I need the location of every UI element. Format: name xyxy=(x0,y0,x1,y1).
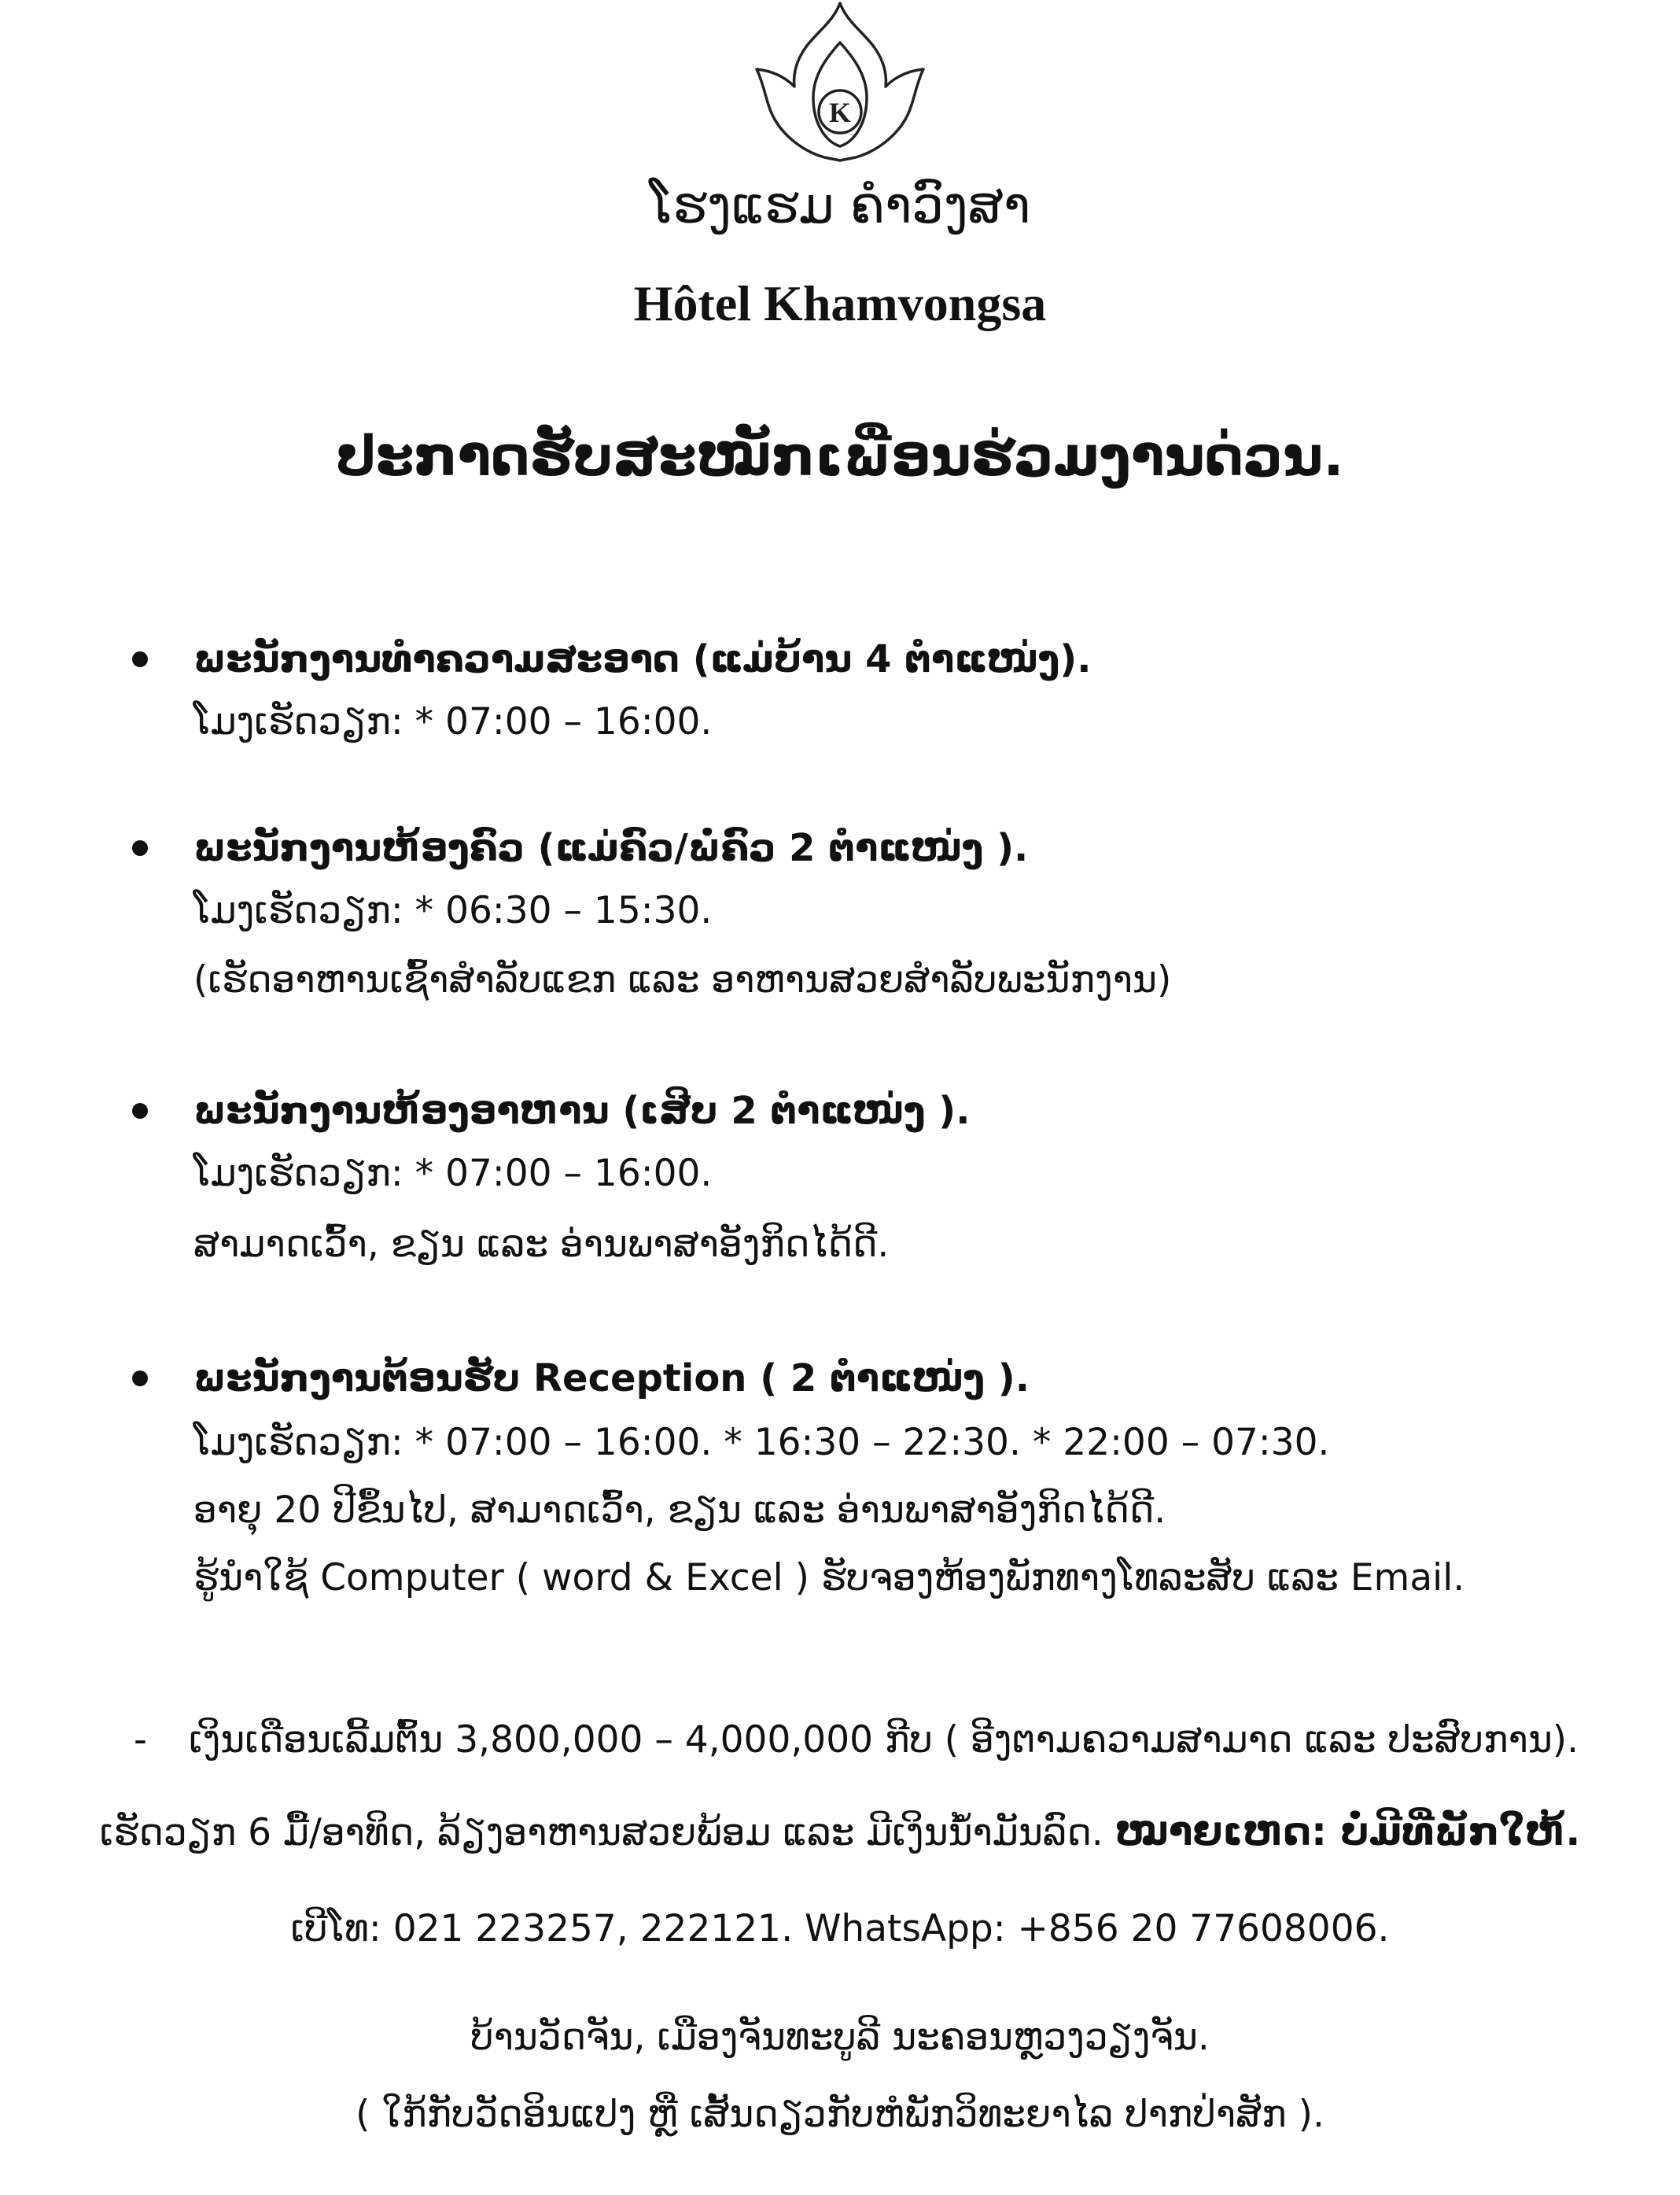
position-detail: ສາມາດເວົ້າ, ຂຽນ ແລະ ອ່ານພາສາອັງກິດໄດ້ດີ. xyxy=(193,1223,890,1266)
hotel-name-english: Hôtel Khamvongsa xyxy=(633,275,1047,331)
work-days-line xyxy=(0,1806,1680,1858)
position-detail: (ເຮັດອາຫານເຊົ້າສໍາລັບແຂກ ແລະ ອາຫານສວຍສໍາລັບພະນັກງານ) xyxy=(193,958,1172,1002)
salary-dash: - xyxy=(134,1718,147,1762)
position-title: ພະນັກງານຫ້ອງອາຫານ (ເສີບ 2 ຕໍາແໜ່ງ ). xyxy=(193,1089,971,1133)
bullet-icon xyxy=(132,1370,148,1386)
address-line-2: ( ໃກ້ກັບວັດອິນແປງ ຫຼື ເສັ້ນດຽວກັບຫໍພັກວິທະຍາໄລ ປາກປ່າສັກ ). xyxy=(356,2093,1324,2136)
position-detail: ໂມງເຮັດວຽກ: * 07:00 – 16:00. xyxy=(193,700,713,743)
position-title: ພະນັກງານຕ້ອນຮັບ Reception ( 2 ຕໍາແໜ່ງ ). xyxy=(193,1356,1030,1400)
phone-line: ເບີໂທ: 021 223257, 222121. WhatsApp: +856 20 77608006. xyxy=(290,1907,1390,1950)
position-detail: ອາຍຸ 20 ປີຂຶ້ນໄປ, ສາມາດເວົ້າ, ຂຽນ ແລະ ອ່ານພາສາອັງກິດໄດ້ດີ. xyxy=(193,1489,1166,1532)
position-detail: ຮູ້ນໍາໃຊ້ Computer ( word & Excel ) ຮັບຈອງຫ້ອງພັກທາງໂທລະສັບ ແລະ Email. xyxy=(193,1556,1465,1599)
position-title: ພະນັກງານທໍາຄວາມສະອາດ (ແມ່ບ້ານ 4 ຕໍາແໜ່ງ). xyxy=(193,637,1092,681)
position-title: ພະນັກງານຫ້ອງຄົວ (ແມ່ຄົວ/ພໍ່ຄົວ 2 ຕໍາແໜ່ງ ). xyxy=(193,826,1029,870)
hotel-logo-icon xyxy=(746,0,934,167)
salary-line xyxy=(134,1715,1579,1765)
address-line-1: ບ້ານວັດຈັນ, ເມືອງຈັນທະບູລີ ນະຄອນຫຼວງວຽງຈັນ. xyxy=(470,2016,1210,2059)
note-text: ໝາຍເຫດ: ບໍ່ມີທີ່ພັກໃຫ້. xyxy=(1114,1809,1581,1854)
salary-text: ເງິນເດືອນເລີ້ມຕົ້ນ 3,800,000 – 4,000,000 ກີບ ( ອີງຕາມຄວາມສາມາດ ແລະ ປະສົບການ). xyxy=(189,1718,1579,1762)
position-detail: ໂມງເຮັດວຽກ: * 07:00 – 16:00. xyxy=(193,1152,713,1195)
work-days-text: ເຮັດວຽກ 6 ມື້/ອາທິດ, ລ້ຽງອາຫານສວຍພ້ອມ ແລະ ມີເງິນນໍ້າມັນລົດ. xyxy=(99,1811,1103,1854)
position-detail: ໂມງເຮັດວຽກ: * 06:30 – 15:30. xyxy=(193,889,713,932)
bullet-icon xyxy=(132,1103,148,1119)
logo-letter: K xyxy=(828,97,852,128)
hotel-name-lao: ໂຮງແຮມ ຄໍາວົງສາ xyxy=(649,177,1031,235)
bullet-icon xyxy=(132,651,148,667)
bullet-icon xyxy=(132,840,148,856)
announcement-headline: ປະກາດຮັບສະໝັກເພື່ອນຮ່ວມງານດ່ວນ. xyxy=(336,424,1344,489)
position-detail: ໂມງເຮັດວຽກ: * 07:00 – 16:00. * 16:30 – 22:30. * 22:00 – 07:30. xyxy=(193,1421,1330,1464)
